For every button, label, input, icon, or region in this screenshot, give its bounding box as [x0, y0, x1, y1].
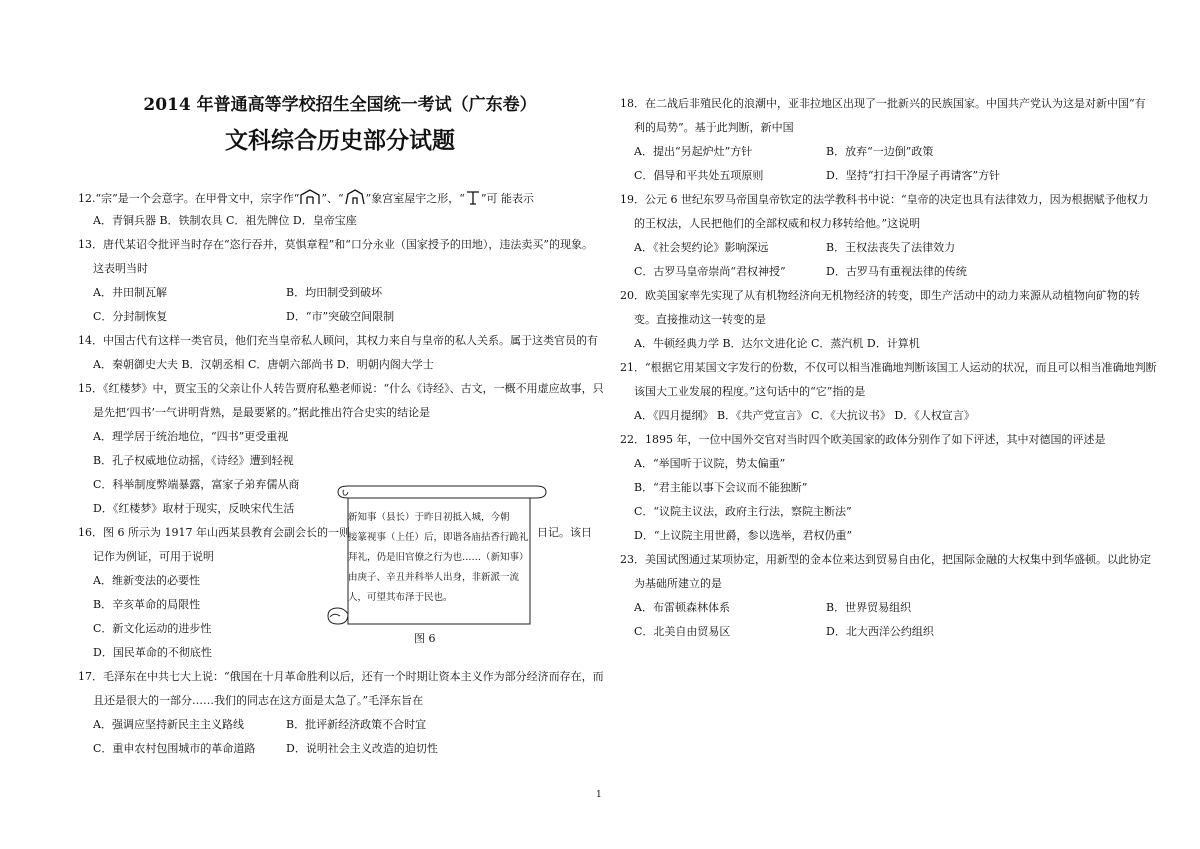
question-23-option-d: D．北大西洋公约组织	[826, 625, 934, 638]
question-18-option-b: B．放弃“一边倒”政策	[826, 145, 934, 158]
figure-6-line: 拜礼，仍是旧官僚之行为也……（新知事）	[348, 552, 529, 563]
page-title: 2014 年普通高等学校招生全国统一考试（广东卷）	[143, 95, 537, 115]
question-21-options: A．《四月提纲》 B．《共产党宣言》 C．《大抗议书》 D．《人权宣言》	[634, 409, 975, 422]
question-13-option-a: A．井田制瓦解	[93, 286, 167, 299]
question-16-stem-cont: 记作为例证，可用于说明	[93, 550, 214, 563]
question-23-option-c: C．北美自由贸易区	[634, 625, 731, 638]
question-17-option-a: A．强调应坚持新民主主义路线	[93, 718, 244, 731]
question-13-stem-cont: 这表明当时	[93, 262, 148, 275]
question-19-option-d: D．古罗马有重视法律的传统	[826, 265, 967, 278]
question-18-stem: 18．在二战后非殖民化的浪潮中，亚非拉地区出现了一批新兴的民族国家。中国共产党认为这是对新中国“有	[620, 97, 1146, 110]
question-23-option-a: A．布雷顿森林体系	[634, 601, 730, 614]
question-21-stem: 21．“根据它用某国文字发行的份数，不仅可以相当准确地判断该国工人运动的状况，而且可以相当准确地判断	[620, 361, 1157, 374]
question-23-stem: 23．美国试图通过某项协定，用新型的金本位来达到贸易自由化，把国际金融的大权集中到华盛顿。以此协定	[620, 553, 1151, 566]
question-20-options: A．牛顿经典力学 B．达尔文进化论 C．蒸汽机 D．计算机	[634, 337, 920, 350]
figure-6-line: 由庚子、辛丑并科举人出身，非新派一流	[348, 572, 520, 583]
question-13-stem: 13．唐代某诏令批评当时存在“恣行吞并，莫惧章程”和“口分永业（国家授予的田地），违法卖买”的现象。	[78, 238, 593, 251]
question-21-stem-cont: 该国大工业发展的程度。”这句话中的“它”指的是	[634, 385, 866, 398]
question-17-option-b: B．批评新经济政策不合时宜	[286, 718, 427, 731]
question-18-option-a: A．提出“另起炉灶”方针	[634, 145, 753, 158]
question-19-option-c: C．古罗马皇帝崇尚“君权神授”	[634, 265, 786, 278]
page-subtitle: 文科综合历史部分试题	[225, 127, 455, 154]
figure-6-line: 接篆视事（上任）后，即谐各庙拈香行跪礼	[348, 532, 529, 543]
question-22-option-b: B．“君主能以事下会议而不能独断”	[634, 481, 808, 494]
figure-6-caption: 图 6	[414, 632, 436, 645]
question-15-stem-cont: 是先把‘四书’一气讲明背熟，是最要紧的。”据此推出符合史实的结论是	[93, 406, 431, 419]
question-13-option-d: D．“市”突破空间限制	[286, 310, 395, 323]
question-19-stem-cont: 的王权法，人民把他们的全部权威和权力移转给他。”这说明	[634, 217, 921, 230]
oracle-glyph-3-icon	[465, 189, 481, 209]
question-15-stem: 15．《红楼梦》中，贾宝玉的父亲让仆人转告贾府私塾老师说：“什么《诗经》、古文，一概不用虚应故事，只	[78, 382, 604, 395]
question-19-option-a: A．《社会契约论》影响深远	[634, 241, 769, 254]
question-15-option-b: B．孔子权威地位动摇，《诗经》遭到轻视	[93, 454, 294, 467]
question-14-options: A．秦朝御史大夫 B．汉朝丞相 C．唐朝六部尚书 D．明朝内阁大学士	[93, 358, 434, 371]
question-18-stem-cont: 利的局势”。基于此判断，新中国	[634, 121, 794, 134]
question-16-option-a: A．维新变法的必要性	[93, 574, 200, 587]
question-19-stem: 19．公元 6 世纪东罗马帝国皇帝钦定的法学教科书中说：“皇帝的决定也具有法律效力，因为根据赋予他权力	[620, 193, 1149, 206]
page-number: 1	[596, 790, 602, 800]
question-12-stem: 12.“宗”是一个会意字。在甲骨文中，宗字作“ ”、“ ”象宫室屋宇之形，“ ”可 能表示	[78, 189, 534, 209]
question-22-option-a: A．“举国听于议院，势太偏重”	[634, 457, 786, 470]
question-17-stem: 17．毛泽东在中共七大上说：“俄国在十月革命胜利以后，还有一个时期让资本主义作为部分经济而存在，而	[78, 670, 604, 683]
question-15-option-a: A．理学居于统治地位，“四书”更受重视	[93, 430, 289, 443]
question-17-option-d: D．说明社会主义改造的迫切性	[286, 742, 438, 755]
question-20-stem-cont: 变。直接推动这一转变的是	[634, 313, 766, 326]
question-16-option-d: D．国民革命的不彻底性	[93, 646, 212, 659]
oracle-glyph-2-icon	[344, 189, 366, 209]
question-17-stem-cont: 且还是很大的一部分……我们的同志在这方面是太急了。”毛泽东旨在	[93, 694, 424, 707]
question-14-stem: 14．中国古代有这样一类官员，他们充当皇帝私人顾问，其权力来自与皇帝的私人关系。属于这类官员的有	[78, 334, 598, 347]
figure-6-line: 新知事（县长）于昨日初抵入城，今朝	[348, 512, 510, 523]
question-23-stem-cont: 为基础所建立的是	[634, 577, 722, 590]
question-16-stem-tail: 日记。该日	[537, 526, 592, 539]
oracle-glyph-1-icon	[299, 189, 321, 209]
question-23-option-b: B．世界贸易组织	[826, 601, 912, 614]
question-17-option-c: C．重申农村包围城市的革命道路	[93, 742, 256, 755]
figure-6-line: 人，可望其布泽于民也。	[348, 592, 453, 603]
question-15-option-c: C．科举制度弊端暴露，富家子弟弃儒从商	[93, 478, 300, 491]
question-22-stem: 22．1895 年，一位中国外交官对当时四个欧美国家的政体分别作了如下评述，其中对德国的评述是	[620, 433, 1106, 446]
question-13-option-c: C．分封制恢复	[93, 310, 168, 323]
figure-6-text	[348, 508, 532, 608]
question-16-option-b: B．辛亥革命的局限性	[93, 598, 201, 611]
question-16-stem: 16．图 6 所示为 1917 年山西某县教育会副会长的一则	[78, 526, 350, 539]
question-19-option-b: B．王权法丧失了法律效力	[826, 241, 956, 254]
question-15-option-d: D．《红楼梦》取材于现实，反映宋代生活	[93, 502, 295, 515]
question-18-option-c: C．倡导和平共处五项原则	[634, 169, 764, 182]
question-12-options: A．青铜兵器 B．铁制农具 C．祖先牌位 D．皇帝宝座	[93, 214, 357, 227]
question-22-option-c: C．“议院主议法，政府主行法，察院主断法”	[634, 505, 852, 518]
question-20-stem: 20．欧美国家率先实现了从有机物经济向无机物经济的转变，即生产活动中的动力来源从动植物向矿物的转	[620, 289, 1140, 302]
question-22-option-d: D．“上议院主用世爵，参以选举，君权仍重”	[634, 529, 853, 542]
question-18-option-d: D．坚持“打扫干净屋子再请客”方针	[826, 169, 1001, 182]
question-16-option-c: C．新文化运动的进步性	[93, 622, 212, 635]
question-13-option-b: B．均田制受到破坏	[286, 286, 383, 299]
